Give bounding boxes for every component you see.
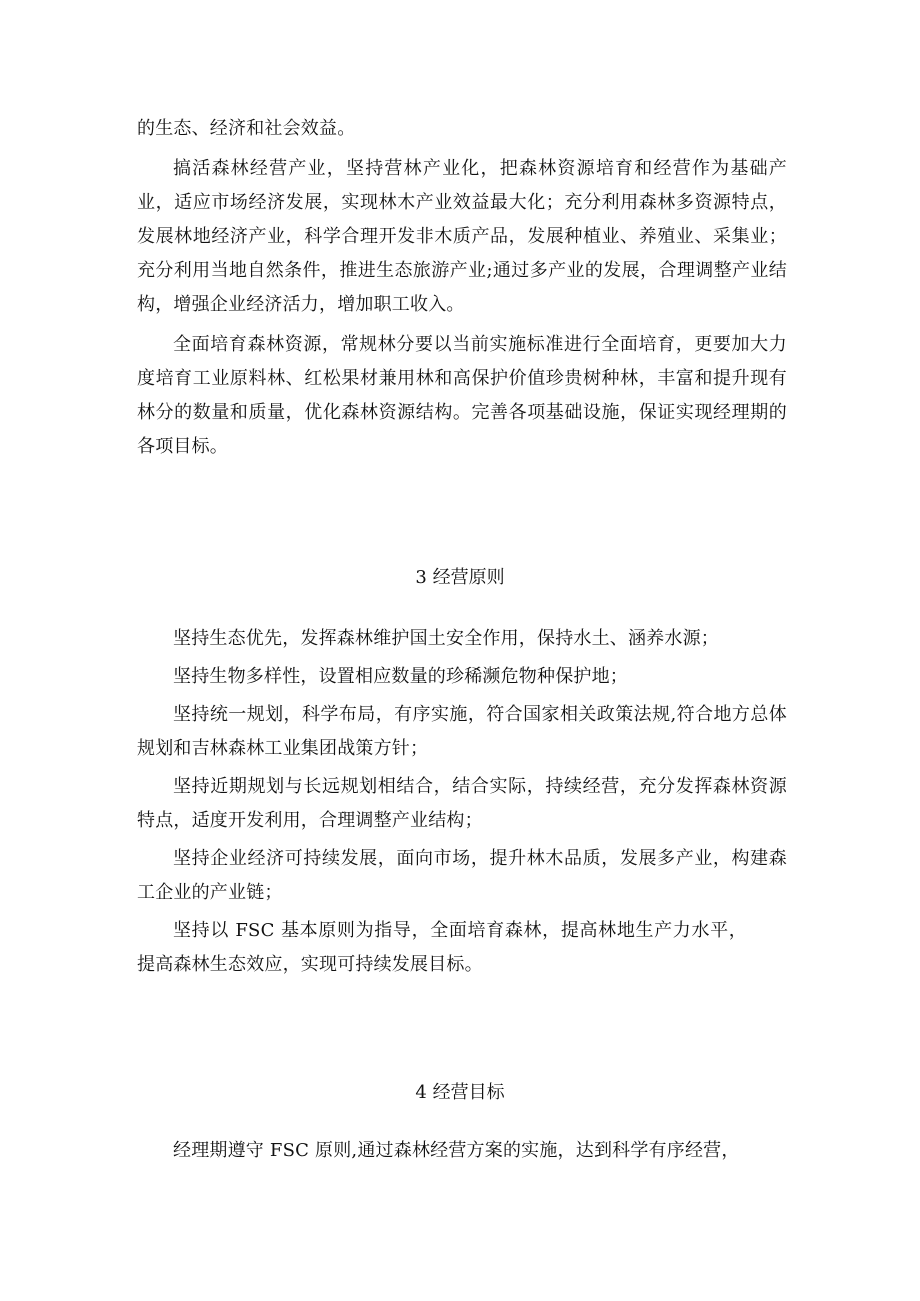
section-4-body — [137, 1134, 787, 1168]
principle-item-6: 坚持以 FSC 基本原则为指导，全面培育森林，提高林地生产力水平，提高森林生态效应，实现可持续发展目标。 — [137, 920, 747, 975]
section-4-heading: 4 经营目标 — [415, 1082, 505, 1103]
intro-paragraphs — [137, 112, 787, 464]
principle-item-3: 坚持统一规划，科学布局，有序实施，符合国家相关政策法规,符合地方总体规划和吉林森林工业集团战策方针； — [137, 704, 787, 759]
section-3-heading: 3 经营原则 — [415, 567, 505, 588]
section-3-body — [137, 622, 787, 982]
principle-item-2: 坚持生物多样性，设置相应数量的珍稀濒危物种保护地； — [173, 666, 628, 687]
principle-item-5: 坚持企业经济可持续发展，面向市场，提升林木品质，发展多产业，构建森工企业的产业链； — [137, 848, 787, 903]
paragraph-cultivation: 全面培育森林资源，常规林分要以当前实施标准进行全面培育，更要加大力度培育工业原料林、红松果材兼用林和高保护价值珍贵树种林，丰富和提升现有林分的数量和质量，优化森林资源结构。完善各项基础设施，保证实现经理期的各项目标。 — [137, 334, 787, 457]
principle-item-1: 坚持生态优先，发挥森林维护国土安全作用，保持水土、涵养水源； — [173, 628, 719, 649]
paragraph-industry: 搞活森林经营产业，坚持营林产业化，把森林资源培育和经营作为基础产业，适应市场经济发展，实现林木产业效益最大化；充分利用森林多资源特点，发展林地经济产业，科学合理开发非木质产品，发展种植业、养殖业、采集业；充分利用当地自然条件，推进生态旅游产业;通过多产业的发展，合理调整产业结构，增强企业经济活力，增加职工收入。 — [137, 158, 787, 315]
goal-paragraph: 经理期遵守 FSC 原则,通过森林经营方案的实施，达到科学有序经营， — [173, 1140, 740, 1161]
paragraph-continuation: 的生态、经济和社会效益。 — [137, 118, 356, 139]
principle-item-4: 坚持近期规划与长远规划相结合，结合实际，持续经营，充分发挥森林资源特点，适度开发利用，合理调整产业结构； — [137, 776, 787, 831]
